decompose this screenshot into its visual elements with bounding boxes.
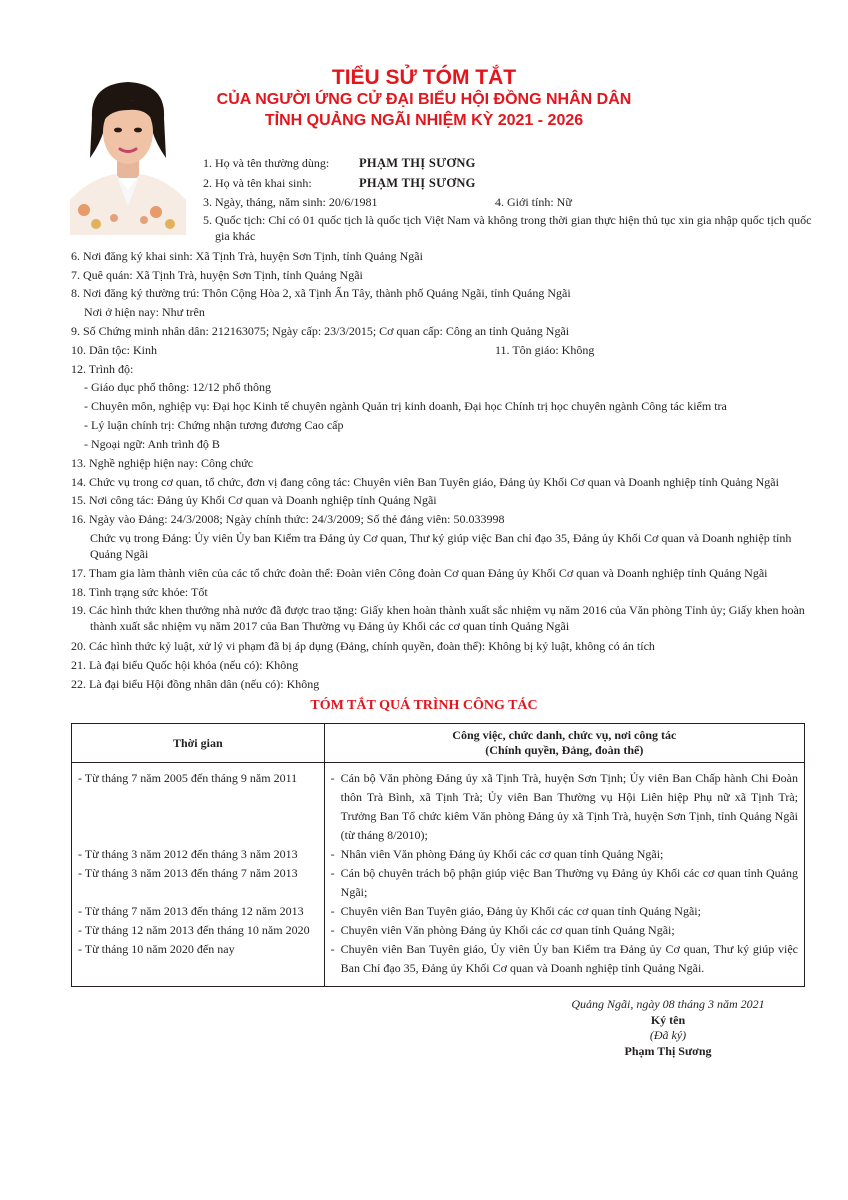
field-permanent-residence: 8. Nơi đăng ký thường trú: Thôn Cộng Hòa 2, xã Tịnh Ấn Tây, thành phố Quảng Ngãi, tỉnh Quảng Ngãi (71, 286, 571, 300)
signature-label: Ký tên (650, 1013, 686, 1027)
field-date-of-birth: 3. Ngày, tháng, năm sinh: 20/6/1981 (203, 195, 378, 209)
table-row (72, 763, 805, 987)
field-common-name-value: PHẠM THỊ SƯƠNG (359, 156, 476, 170)
signature-place-date: Quảng Ngãi, ngày 08 tháng 3 năm 2021 (571, 997, 765, 1011)
field-workplace: 15. Nơi công tác: Đảng ủy Khối Cơ quan và Doanh nghiệp tỉnh Quảng Ngãi (71, 493, 437, 507)
description-item: - Chuyên viên Ban Tuyên giáo, Đảng ủy Khối các cơ quan tỉnh Quảng Ngãi; (330, 904, 701, 918)
field-political-theory: - Lý luận chính trị: Chứng nhận tương đương Cao cấp (84, 418, 344, 432)
description-item: - Nhân viên Văn phòng Đảng ủy Khối các cơ quan tỉnh Quảng Ngãi; (330, 847, 664, 861)
column-header-work-line2: (Chính quyền, Đảng, đoàn thể) (485, 743, 644, 757)
time-item: - Từ tháng 12 năm 2013 đến tháng 10 năm 2020 (78, 923, 310, 937)
field-party-position: Chức vụ trong Đảng: Ủy viên Ủy ban Kiểm tra Đảng ủy Cơ quan, Thư ký giúp việc Ban chỉ đạo 35, Đảng ủy Khối Cơ quan và Doanh nghiệp tỉnh Quảng Ngãi (90, 531, 792, 561)
field-peoples-council: 22. Là đại biểu Hội đồng nhân dân (nếu có): Không (71, 677, 320, 691)
column-header-work-line1: Công việc, chức danh, chức vụ, nơi công tác (452, 728, 677, 742)
column-header-work (324, 724, 804, 763)
time-item: - Từ tháng 10 năm 2020 đến nay (78, 942, 235, 956)
description-cell (324, 763, 804, 987)
time-item: - Từ tháng 7 năm 2013 đến tháng 12 năm 2013 (78, 904, 304, 918)
field-health: 18. Tình trạng sức khỏe: Tốt (71, 585, 208, 599)
field-position: 14. Chức vụ trong cơ quan, tổ chức, đơn vị đang công tác: Chuyên viên Ban Tuyên giáo, Đảng ủy Khối Cơ quan và Doanh nghiệp tỉnh Quảng Ngãi (71, 475, 779, 489)
field-current-residence: Nơi ở hiện nay: Như trên (84, 305, 205, 319)
field-birth-name-value: PHẠM THỊ SƯƠNG (359, 176, 476, 190)
field-organizations: 17. Tham gia làm thành viên của các tổ chức đoàn thể: Đoàn viên Công đoàn Cơ quan Đảng ủy Khối Cơ quan và Doanh nghiệp tỉnh Quảng Ngãi (71, 566, 768, 580)
field-id-card: 9. Số Chứng minh nhân dân: 212163075; Ngày cấp: 23/3/2015; Cơ quan cấp: Công an tỉnh Quảng Ngãi (71, 324, 570, 338)
field-foreign-language: - Ngoại ngữ: Anh trình độ B (84, 437, 220, 451)
time-item: - Từ tháng 3 năm 2012 đến tháng 3 năm 2013 (78, 847, 298, 861)
field-birth-registration: 6. Nơi đăng ký khai sinh: Xã Tịnh Trà, huyện Sơn Tịnh, tỉnh Quảng Ngãi (71, 249, 423, 263)
document-subtitle-term: TỈNH QUẢNG NGÃI NHIỆM KỲ 2021 - 2026 (264, 112, 584, 129)
signature-status: (Đã ký) (649, 1028, 687, 1042)
field-party-membership: 16. Ngày vào Đảng: 24/3/2008; Ngày chính thức: 24/3/2009; Số thẻ đảng viên: 50.033998 (71, 512, 505, 526)
time-item: - Từ tháng 3 năm 2013 đến tháng 7 năm 2013 (78, 866, 298, 880)
work-history-table (71, 723, 805, 987)
field-professional-education: - Chuyên môn, nghiệp vụ: Đại học Kinh tế chuyên ngành Quản trị kinh doanh, Đại học Chính trị học chuyên ngành Công tác kiểm tra (84, 399, 727, 413)
table-header-row (72, 724, 805, 763)
description-item: - Chuyên viên Ban Tuyên giáo, Ủy viên Ủy ban Kiểm tra Đảng ủy Cơ quan, Thư ký giúp việc Ban Chỉ đạo 35, Đảng ủy Khối Cơ quan và Doanh nghiệp tỉnh Quảng Ngãi. (330, 942, 798, 975)
field-ethnicity: 10. Dân tộc: Kinh (71, 343, 157, 357)
portrait-photo-icon (70, 78, 186, 235)
work-history-title: TÓM TẮT QUÁ TRÌNH CÔNG TÁC (310, 698, 538, 713)
field-common-name-label: 1. Họ và tên thường dùng: (203, 156, 330, 170)
field-gender: 4. Giới tính: Nữ (495, 195, 572, 209)
time-item: - Từ tháng 7 năm 2005 đến tháng 9 năm 2011 (78, 771, 298, 785)
field-national-assembly: 21. Là đại biểu Quốc hội khóa (nếu có): Không (71, 658, 299, 672)
field-education-heading: 12. Trình độ: (71, 362, 134, 376)
field-hometown: 7. Quê quán: Xã Tịnh Trà, huyện Sơn Tịnh, tỉnh Quảng Ngãi (71, 268, 363, 282)
field-nationality: 5. Quốc tịch: Chỉ có 01 quốc tịch là quốc tịch Việt Nam và không trong thời gian thực hiện thủ tục xin gia nhập quốc tịch quốc gia khác (203, 213, 812, 243)
document-subtitle: CỦA NGƯỜI ỨNG CỬ ĐẠI BIỂU HỘI ĐỒNG NHÂN DÂN (216, 91, 632, 108)
field-discipline: 20. Các hình thức kỷ luật, xử lý vi phạm đã bị áp dụng (Đảng, chính quyền, đoàn thể): Không bị kỷ luật, không có án tích (71, 639, 655, 653)
field-occupation: 13. Nghề nghiệp hiện nay: Công chức (71, 456, 254, 470)
description-item: - Cán bộ chuyên trách bộ phận giúp việc Ban Thường vụ Đảng ủy Khối các cơ quan tỉnh Quảng Ngãi; (330, 866, 798, 899)
field-general-education: - Giáo dục phổ thông: 12/12 phổ thông (84, 380, 271, 394)
signature-name: Phạm Thị Sương (624, 1044, 712, 1058)
field-awards: 19. Các hình thức khen thưởng nhà nước đã được trao tặng: Giấy khen hoàn thành xuất sắc nhiệm vụ năm 2016 của Văn phòng Tỉnh ủy; Giấy khen hoàn thành xuất sắc nhiệm vụ năm 2017 của Ban Thường vụ Đảng ủy Khối các cơ quan tỉnh Quảng Ngãi (71, 603, 805, 633)
time-cell (72, 763, 325, 987)
description-item: - Chuyên viên Văn phòng Đảng ủy Khối các cơ quan tỉnh Quảng Ngãi; (330, 923, 675, 937)
field-birth-name-label: 2. Họ và tên khai sinh: (203, 176, 312, 190)
field-religion: 11. Tôn giáo: Không (495, 343, 595, 357)
column-header-time: Thời gian (72, 724, 325, 763)
document-title: TIỂU SỬ TÓM TẮT (331, 66, 517, 89)
description-item: - Cán bộ Văn phòng Đảng ủy xã Tịnh Trà, huyện Sơn Tịnh; Ủy viên Ban Chấp hành Chi Đoàn thôn Trà Bình, xã Tịnh Trà; Ủy viên Ban Thường vụ Hội Liên hiệp Phụ nữ xã Tịnh Trà; Trưởng Ban Tổ chức kiêm Văn phòng Đảng ủy xã Tịnh Trà, huyện Sơn Tịnh, tỉnh Quảng Ngãi (từ tháng 8/2010); (330, 771, 798, 842)
